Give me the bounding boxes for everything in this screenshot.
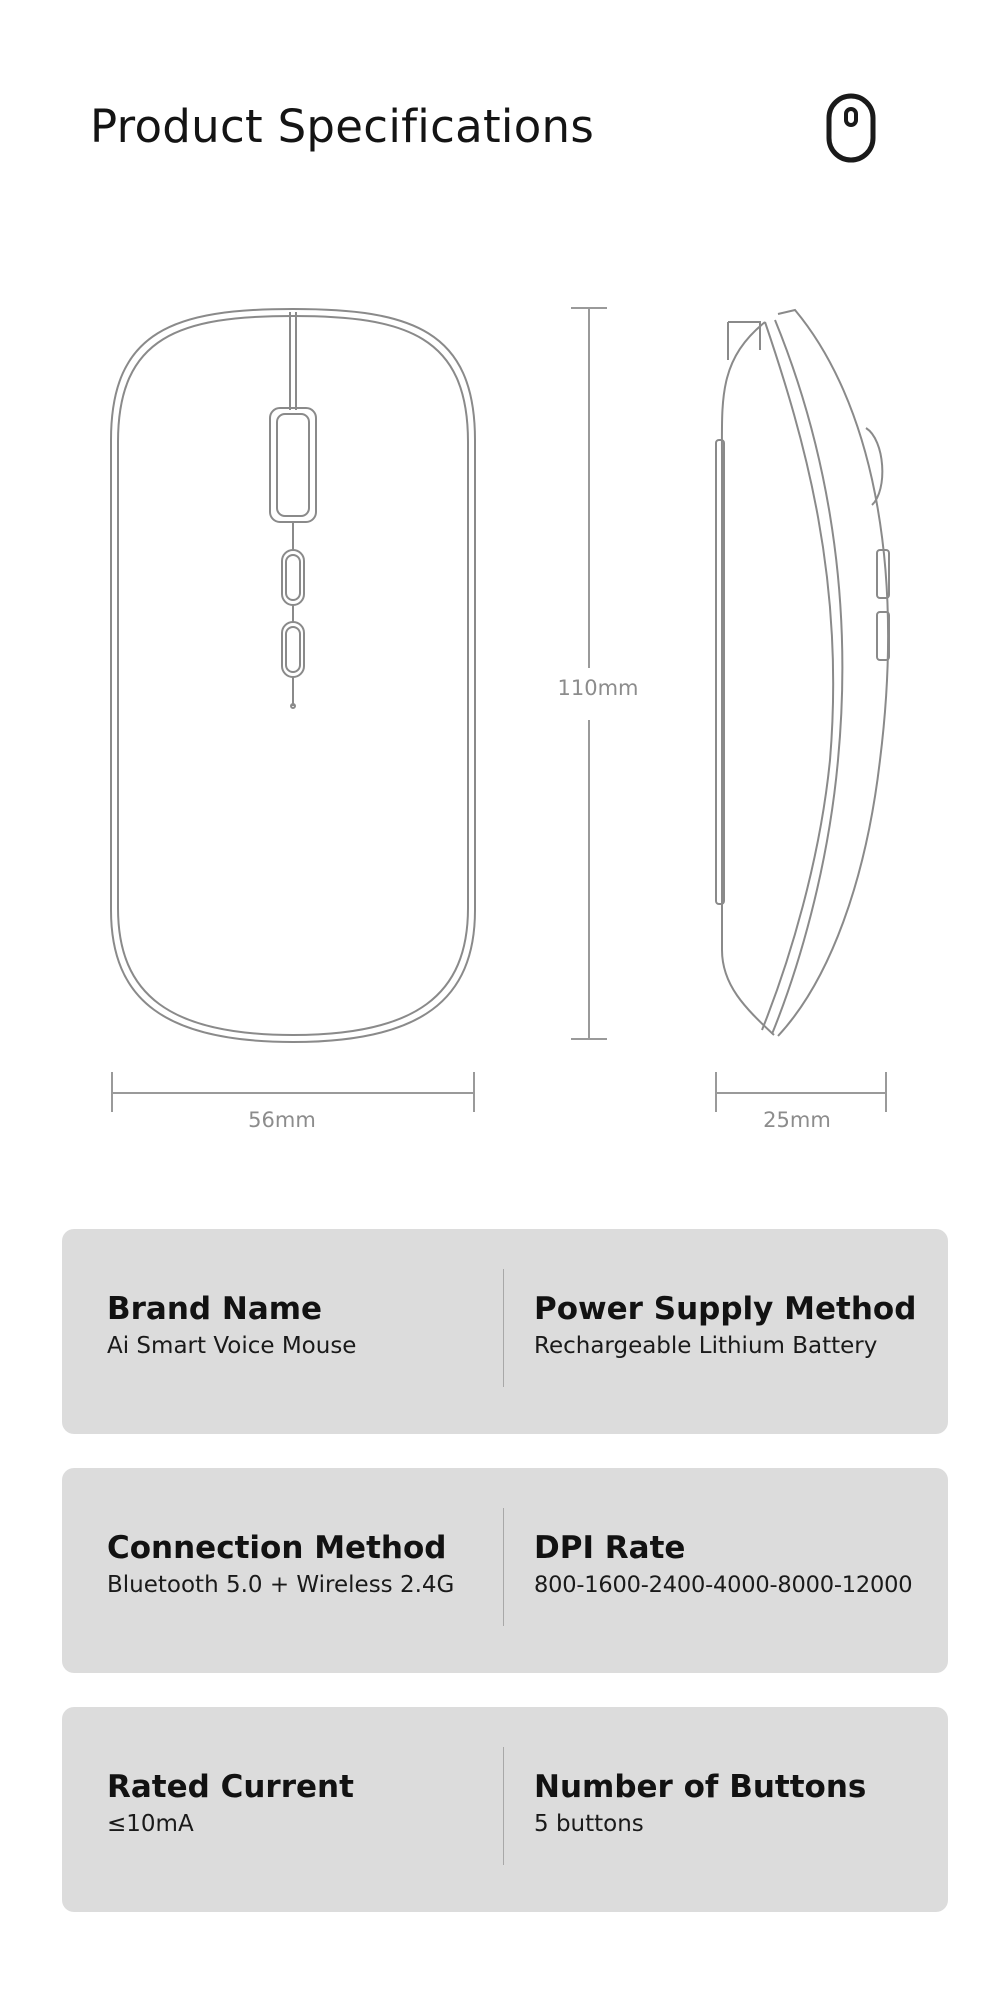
spec-title: Connection Method (107, 1530, 447, 1566)
spec-rated-current (107, 1769, 354, 1837)
spec-value: 800-1600-2400-4000-8000-12000 (534, 1572, 913, 1598)
spec-divider (503, 1747, 504, 1865)
spec-value: Ai Smart Voice Mouse (107, 1333, 357, 1359)
height-dimension-label: 110mm (557, 676, 639, 700)
spec-card-current-buttons (62, 1707, 948, 1912)
spec-divider (503, 1508, 504, 1626)
spec-divider (503, 1269, 504, 1387)
spec-value: Bluetooth 5.0 + Wireless 2.4G (107, 1572, 455, 1598)
spec-value: 5 buttons (534, 1811, 644, 1837)
depth-dimension-label: 25mm (763, 1108, 831, 1132)
spec-title: DPI Rate (534, 1530, 686, 1566)
spec-title: Power Supply Method (534, 1291, 917, 1327)
spec-power-supply (534, 1291, 916, 1359)
mouse-side-view (716, 310, 889, 1036)
mouse-top-view (111, 309, 475, 1042)
spec-number-of-buttons (534, 1769, 866, 1837)
spec-card-brand-power (62, 1229, 948, 1434)
spec-value: Rechargeable Lithium Battery (534, 1333, 878, 1359)
spec-brand-name (107, 1291, 356, 1359)
spec-value: ≤10mA (107, 1811, 194, 1837)
dimension-lines (112, 308, 886, 1112)
spec-title: Rated Current (107, 1769, 354, 1805)
spec-title: Number of Buttons (534, 1769, 867, 1805)
page-title: Product Specifications (90, 100, 595, 153)
spec-connection-method (107, 1530, 454, 1598)
spec-dpi-rate (534, 1530, 912, 1598)
width-dimension-label: 56mm (248, 1108, 316, 1132)
spec-card-connection-dpi (62, 1468, 948, 1673)
spec-title: Brand Name (107, 1291, 323, 1327)
